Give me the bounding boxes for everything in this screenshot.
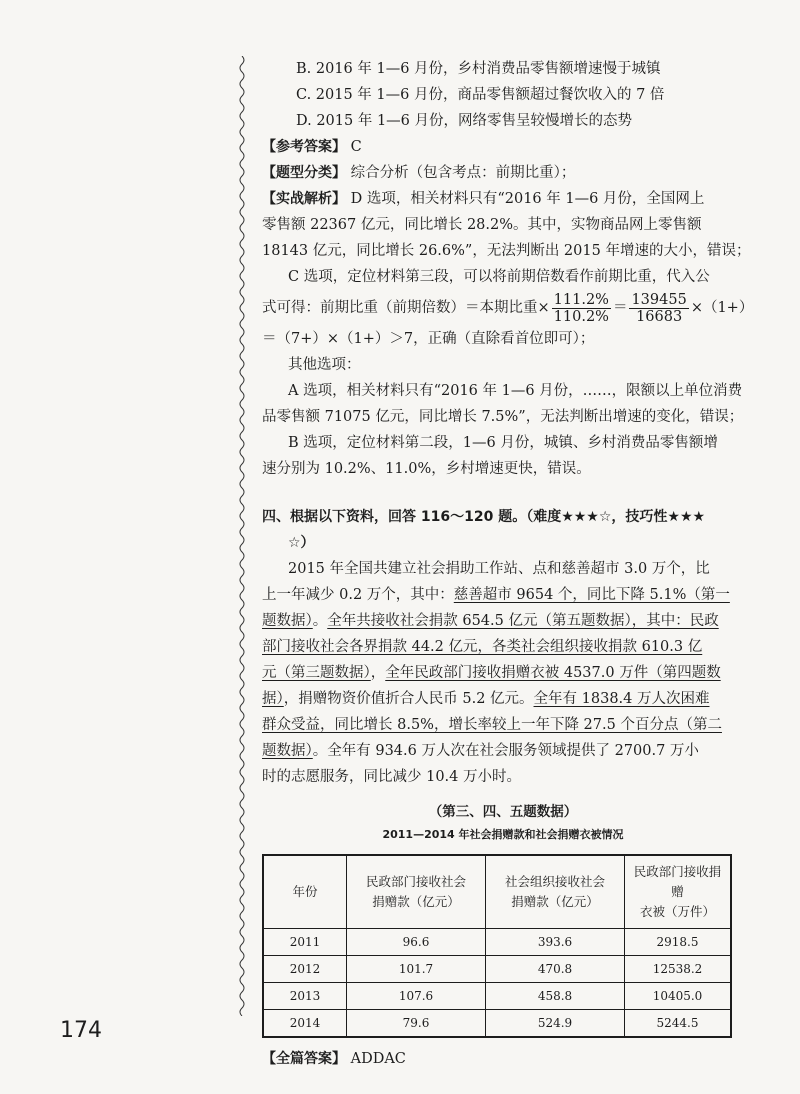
passage-line-3 (262, 608, 744, 634)
wavy-margin-line (236, 56, 248, 1016)
cell-year: 2012 (263, 956, 347, 983)
cell-civil: 101.7 (347, 956, 486, 983)
passage-line-6 (262, 686, 744, 712)
reference-answer-value: C (350, 139, 362, 155)
analysis-line-1 (262, 186, 744, 212)
analysis-a-text-1: A 选项，相关材料只有“2016 年 1—6 月份，……，限额以上单位消费 (288, 383, 743, 399)
table-header-row (263, 855, 731, 929)
header-year: 年份 (263, 855, 347, 929)
table-caption: （第三、四、五题数据） (428, 804, 578, 820)
formula-prefix: 式可得：前期比重（前期倍数）＝本期比重× (262, 300, 550, 316)
cell-clothing: 5244.5 (625, 1010, 732, 1038)
formula-suffix: ×（1+） (690, 300, 754, 316)
analysis-c-text-3: ＝（7+）×（1+）＞7，正确（直除看首位即可）； (262, 331, 595, 347)
analysis-d-text-2: 零售额 22367 亿元，同比增长 28.2%。其中，实物商品网上零售额 (262, 217, 702, 233)
analysis-d-text-3: 18143 亿元，同比增长 26.6%”，无法判断出 2015 年增速的大小，错误； (262, 243, 751, 259)
page-number: 174 (60, 1018, 102, 1043)
passage-line-8b: 。全年有 934.6 万人次在社会服务领域提供了 2700.7 万小 (312, 743, 699, 759)
passage-line-6b: ，捐赠物资价值折合人民币 5.2 亿元。 (283, 691, 534, 707)
analysis-b-text-1: B 选项，定位材料第二段，1—6 月份，城镇、乡村消费品零售额增 (288, 435, 718, 451)
question-category-label: 【题型分类】 (262, 165, 346, 181)
cell-year: 2014 (263, 1010, 347, 1038)
passage-line-7: 群众受益，同比增长 8.5%，增长率较上一年下降 27.5 个百分点（第二 (262, 717, 722, 733)
passage-line-3a: 题数据） (262, 613, 313, 629)
reference-answer (262, 134, 744, 160)
full-answer-label: 【全篇答案】 (262, 1051, 346, 1067)
cell-org: 393.6 (486, 929, 625, 956)
passage-line-2b: 慈善超市 9654 个，同比下降 5.1%（第一 (453, 587, 730, 603)
cell-clothing: 12538.2 (625, 956, 732, 983)
cell-clothing: 2918.5 (625, 929, 732, 956)
table-title: 2011—2014 年社会捐赠款和社会捐赠衣被情况 (382, 828, 624, 841)
table-row (263, 956, 731, 983)
passage-line-8a: 题数据） (262, 743, 313, 759)
other-options-heading: 其他选项： (288, 357, 361, 373)
fraction-2 (629, 292, 688, 325)
option-c: C. 2015 年 1—6 月份，商品零售额超过餐饮收入的 7 倍 (296, 87, 665, 103)
passage-line-5a: 元（第三题数据） (262, 665, 371, 681)
header-org-donations: 社会组织接收社会 捐赠款（亿元） (486, 855, 625, 929)
cell-year: 2013 (263, 983, 347, 1010)
passage-line-6a: 据） (262, 691, 284, 707)
formula-equals: ＝ (612, 300, 628, 316)
question-category-value: 综合分析（包含考点：前期比重）； (350, 165, 576, 181)
passage-line-4: 部门接收社会各界捐款 44.2 亿元，各类社会组织接收捐款 610.3 亿 (262, 639, 703, 655)
cell-civil: 96.6 (347, 929, 486, 956)
analysis-b-text-2: 速分别为 10.2%、11.0%，乡村增速更快，错误。 (262, 461, 591, 477)
option-b: B. 2016 年 1—6 月份，乡村消费品零售额增速慢于城镇 (296, 61, 661, 77)
passage-line-9: 时的志愿服务，同比减少 10.4 万小时。 (262, 769, 522, 785)
analysis-label: 【实战解析】 (262, 191, 346, 207)
passage-line-3c: 全年共接收社会捐款 654.5 亿元（第五题数据），其中：民政 (327, 613, 719, 629)
fraction-1 (552, 292, 611, 325)
full-answer (262, 1046, 744, 1072)
table-row (263, 1010, 731, 1038)
table-row (263, 929, 731, 956)
cell-year: 2011 (263, 929, 347, 956)
passage-line-2 (262, 582, 744, 608)
analysis-a-text-2: 品零售额 71075 亿元，同比增长 7.5%”，无法判断出增速的变化，错误； (262, 409, 744, 425)
cell-org: 458.8 (486, 983, 625, 1010)
fraction-2-numerator: 139455 (631, 291, 687, 308)
passage-line-5 (262, 660, 744, 686)
cell-civil: 79.6 (347, 1010, 486, 1038)
fraction-2-denominator: 16683 (636, 308, 683, 325)
reference-answer-label: 【参考答案】 (262, 139, 346, 155)
passage-line-2a: 上一年减少 0.2 万个，其中： (262, 587, 454, 603)
section-heading: 四、根据以下资料，回答 116～120 题。（难度★★★☆，技巧性★★★ (262, 509, 706, 525)
passage-line-6c: 全年有 1838.4 万人次困难 (533, 691, 710, 707)
passage-line-5b: ， (370, 665, 386, 681)
analysis-formula (262, 290, 754, 326)
analysis-d-text-1: D 选项，相关材料只有“2016 年 1—6 月份，全国网上 (350, 191, 705, 207)
passage-line-8 (262, 738, 744, 764)
section-spacer (262, 482, 744, 504)
cell-civil: 107.6 (347, 983, 486, 1010)
table-row (263, 983, 731, 1010)
header-clothing: 民政部门接收捐赠 衣被（万件） (625, 855, 732, 929)
fraction-1-denominator: 110.2% (553, 308, 609, 325)
passage-line-5c: 全年民政部门接收捐赠衣被 4537.0 万件（第四题数 (385, 665, 721, 681)
option-d: D. 2015 年 1—6 月份，网络零售呈较慢增长的态势 (296, 113, 633, 129)
cell-org: 524.9 (486, 1010, 625, 1038)
fraction-1-numerator: 111.2% (553, 291, 609, 308)
cell-org: 470.8 (486, 956, 625, 983)
section-heading-cont: ☆） (288, 535, 315, 551)
header-civil-donations: 民政部门接收社会 捐赠款（亿元） (347, 855, 486, 929)
question-category (262, 160, 744, 186)
full-answer-value: ADDAC (350, 1051, 406, 1067)
content-column (262, 56, 754, 1072)
cell-clothing: 10405.0 (625, 983, 732, 1010)
analysis-c-text-1: C 选项，定位材料第三段，可以将前期倍数看作前期比重，代入公 (288, 269, 710, 285)
passage-line-3b: 。 (312, 613, 328, 629)
donation-table (262, 854, 732, 1038)
passage-line-1: 2015 年全国共建立社会捐助工作站、点和慈善超市 3.0 万个，比 (288, 561, 710, 577)
